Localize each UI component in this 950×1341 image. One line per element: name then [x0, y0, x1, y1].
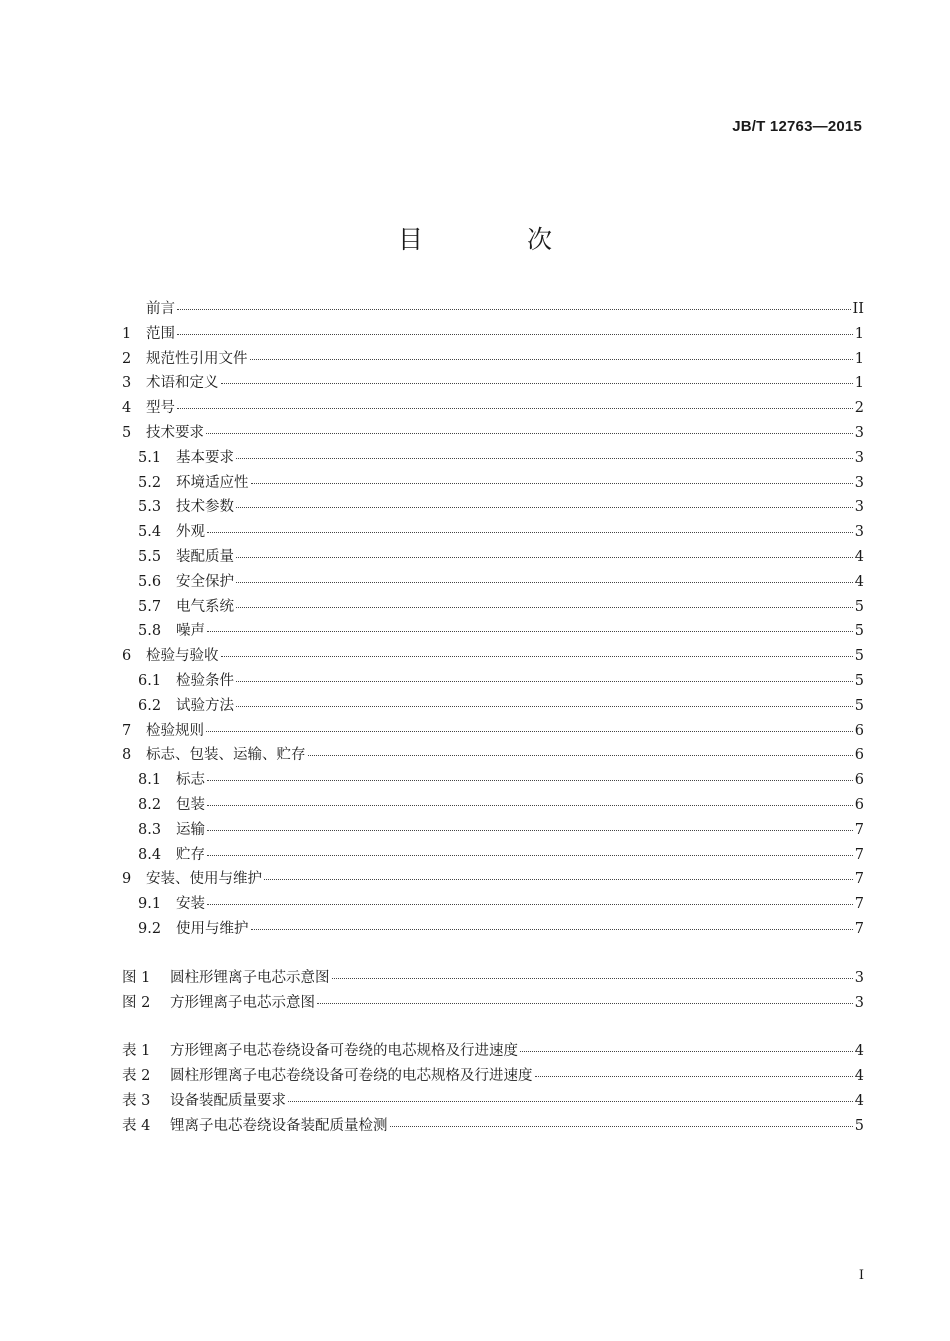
toc-entry [122, 843, 864, 868]
toc-entry [122, 991, 864, 1016]
dot-leader [177, 308, 851, 310]
dot-leader [221, 382, 853, 384]
page-number: I [858, 1268, 864, 1283]
dot-leader [236, 581, 853, 583]
toc-entry-label: 标志 [176, 772, 205, 789]
toc-entry-label: 贮存 [176, 846, 205, 863]
toc-entry-page: 1 [854, 325, 864, 342]
toc-entry-number: 8.2 [138, 796, 162, 813]
toc-entry-number: 9.1 [138, 896, 162, 913]
toc-entry-number: 表 2 [122, 1068, 151, 1085]
toc-entry-page: 3 [854, 424, 864, 441]
toc-entry-label: 噪声 [176, 623, 205, 640]
dot-leader [535, 1075, 853, 1077]
toc-entry-label: 外观 [176, 524, 205, 541]
toc-entry-label: 包装 [176, 796, 205, 813]
toc-entry-label: 锂离子电芯卷绕设备装配质量检测 [170, 1117, 388, 1134]
toc-entry-page: 2 [854, 400, 864, 417]
dot-leader [236, 606, 853, 608]
toc-entry-number: 图 1 [122, 969, 151, 986]
toc-entry-page: 4 [854, 573, 864, 590]
toc-entry-page: 3 [854, 499, 864, 516]
toc-entry [122, 669, 864, 694]
toc-entry-number: 9 [122, 871, 132, 888]
standard-code: JB/T 12763—2015 [732, 118, 862, 135]
toc-entry-label: 技术要求 [146, 424, 204, 441]
toc-entry-label: 圆柱形锂离子电芯示意图 [170, 969, 330, 986]
toc-entry-number: 4 [122, 400, 132, 417]
toc-entry [122, 1039, 864, 1064]
toc-entry-label: 运输 [176, 821, 205, 838]
toc-entry [122, 347, 864, 372]
toc-entry [122, 768, 864, 793]
dot-leader [207, 829, 853, 831]
toc-entry-number: 8.4 [138, 846, 162, 863]
toc-entry-number: 3 [122, 375, 132, 392]
toc-entry [122, 793, 864, 818]
toc-entry-page: 4 [854, 548, 864, 565]
toc-entry-page: 6 [854, 772, 864, 789]
toc-entry [122, 421, 864, 446]
toc-entry [122, 371, 864, 396]
toc-entry-number: 9.2 [138, 920, 162, 937]
toc-gap [122, 1015, 864, 1039]
dot-leader [236, 457, 853, 459]
dot-leader [206, 432, 853, 434]
toc-entry-label: 术语和定义 [146, 375, 219, 392]
toc-entry-number: 5.1 [138, 449, 162, 466]
dot-leader [207, 630, 853, 632]
dot-leader [207, 903, 853, 905]
toc-entry-number: 6.2 [138, 697, 162, 714]
toc-entry [122, 644, 864, 669]
toc-entry-label: 规范性引用文件 [146, 350, 248, 367]
toc-entry-number: 5.7 [138, 598, 162, 615]
toc-entry-number: 5.8 [138, 623, 162, 640]
toc-entry-number: 5.4 [138, 524, 162, 541]
dot-leader [207, 531, 853, 533]
toc-entry-label: 方形锂离子电芯卷绕设备可卷绕的电芯规格及行进速度 [170, 1043, 518, 1060]
toc-entry-page: 6 [854, 796, 864, 813]
toc-figures [122, 966, 864, 1016]
toc-entry [122, 1089, 864, 1114]
dot-leader [221, 655, 853, 657]
toc-entry-number: 8.3 [138, 821, 162, 838]
dot-leader [177, 333, 853, 335]
toc-entry [122, 1064, 864, 1089]
toc-entry-page: 3 [854, 474, 864, 491]
dot-leader [207, 779, 853, 781]
dot-leader [520, 1050, 853, 1052]
toc-entry-label: 检验条件 [176, 672, 234, 689]
dot-leader [317, 1002, 853, 1004]
toc-entry-page: 3 [854, 994, 864, 1011]
toc-entry [122, 322, 864, 347]
toc-entry-page: 5 [854, 598, 864, 615]
toc-entry-label: 试验方法 [176, 697, 234, 714]
toc-entry-number: 5.5 [138, 548, 162, 565]
toc-entry-label: 安装 [176, 896, 205, 913]
toc-entry-label: 技术参数 [176, 499, 234, 516]
toc-entry-page: 4 [854, 1068, 864, 1085]
toc-entry-page: 7 [854, 896, 864, 913]
toc-entry [122, 719, 864, 744]
toc-sections [122, 297, 864, 942]
dot-leader [264, 878, 853, 880]
toc-entry-page: 5 [854, 697, 864, 714]
toc-entry-label: 标志、包装、运输、贮存 [146, 747, 306, 764]
toc-entry-page: 4 [854, 1092, 864, 1109]
toc-entry-page: 3 [854, 524, 864, 541]
dot-leader [288, 1100, 853, 1102]
toc-entry-number: 表 3 [122, 1092, 151, 1109]
toc-entry-number: 5.6 [138, 573, 162, 590]
toc-entry [122, 570, 864, 595]
toc-entry-label: 电气系统 [176, 598, 234, 615]
toc-entry-label: 安装、使用与维护 [146, 871, 262, 888]
toc-entry [122, 694, 864, 719]
toc-entry-page: 6 [854, 747, 864, 764]
table-of-contents [122, 297, 864, 1139]
dot-leader [251, 482, 853, 484]
toc-entry [122, 1114, 864, 1139]
toc-entry-page: 3 [854, 969, 864, 986]
toc-entry [122, 396, 864, 421]
toc-entry [122, 917, 864, 942]
toc-entry-page: 7 [854, 846, 864, 863]
toc-entry-number: 6.1 [138, 672, 162, 689]
toc-entry-number: 7 [122, 722, 132, 739]
dot-leader [206, 730, 853, 732]
dot-leader [390, 1125, 853, 1127]
toc-entry [122, 892, 864, 917]
toc-entry-label: 前言 [146, 301, 175, 317]
toc-entry [122, 297, 864, 322]
toc-entry [122, 743, 864, 768]
toc-entry-number: 2 [122, 350, 132, 367]
page-title: 目 次 [398, 225, 600, 254]
dot-leader [236, 556, 853, 558]
toc-entry-page: 6 [854, 722, 864, 739]
toc-entry-page: 4 [854, 1043, 864, 1060]
toc-entry-page: 5 [854, 672, 864, 689]
toc-entry-label: 方形锂离子电芯示意图 [170, 994, 315, 1011]
toc-entry-page: 1 [854, 350, 864, 367]
toc-entry-label: 型号 [146, 400, 175, 417]
dot-leader [332, 977, 853, 979]
toc-entry-number: 6 [122, 648, 132, 665]
toc-entry-number: 表 1 [122, 1043, 151, 1060]
toc-entry-label: 检验与验收 [146, 648, 219, 665]
toc-entry-label: 检验规则 [146, 722, 204, 739]
toc-entry-number: 8 [122, 747, 132, 764]
toc-entry-page: 5 [854, 623, 864, 640]
toc-entry [122, 520, 864, 545]
dot-leader [207, 854, 853, 856]
toc-entry-number: 5.3 [138, 499, 162, 516]
toc-entry-number: 图 2 [122, 994, 151, 1011]
toc-entry-page: 1 [854, 375, 864, 392]
toc-entry-label: 安全保护 [176, 573, 234, 590]
dot-leader [236, 705, 853, 707]
toc-entry-number: 表 4 [122, 1117, 151, 1134]
toc-entry-page: 5 [854, 1117, 864, 1134]
dot-leader [308, 754, 853, 756]
dot-leader [236, 680, 853, 682]
dot-leader [177, 407, 853, 409]
toc-entry-page: II [852, 301, 864, 317]
toc-entry-label: 使用与维护 [176, 920, 249, 937]
toc-entry-page: 7 [854, 871, 864, 888]
toc-entry [122, 867, 864, 892]
toc-entry-label: 范围 [146, 325, 175, 342]
toc-entry-number: 5.2 [138, 474, 162, 491]
toc-entry-page: 5 [854, 648, 864, 665]
toc-entry-page: 7 [854, 920, 864, 937]
toc-entry [122, 495, 864, 520]
toc-entry-page: 3 [854, 449, 864, 466]
toc-entry [122, 545, 864, 570]
toc-entry [122, 619, 864, 644]
toc-entry-number: 1 [122, 325, 132, 342]
toc-entry [122, 595, 864, 620]
toc-entry-number: 8.1 [138, 772, 162, 789]
toc-entry [122, 966, 864, 991]
dot-leader [251, 928, 853, 930]
toc-gap [122, 942, 864, 966]
toc-tables [122, 1039, 864, 1138]
toc-entry [122, 471, 864, 496]
dot-leader [250, 358, 853, 360]
toc-entry-number: 5 [122, 424, 132, 441]
toc-entry-label: 环境适应性 [176, 474, 249, 491]
toc-entry [122, 446, 864, 471]
toc-entry-page: 7 [854, 821, 864, 838]
toc-entry-label: 设备装配质量要求 [170, 1092, 286, 1109]
toc-entry-label: 基本要求 [176, 449, 234, 466]
dot-leader [236, 506, 853, 508]
dot-leader [207, 804, 853, 806]
toc-entry-label: 装配质量 [176, 548, 234, 565]
toc-entry-label: 圆柱形锂离子电芯卷绕设备可卷绕的电芯规格及行进速度 [170, 1068, 533, 1085]
toc-entry [122, 818, 864, 843]
